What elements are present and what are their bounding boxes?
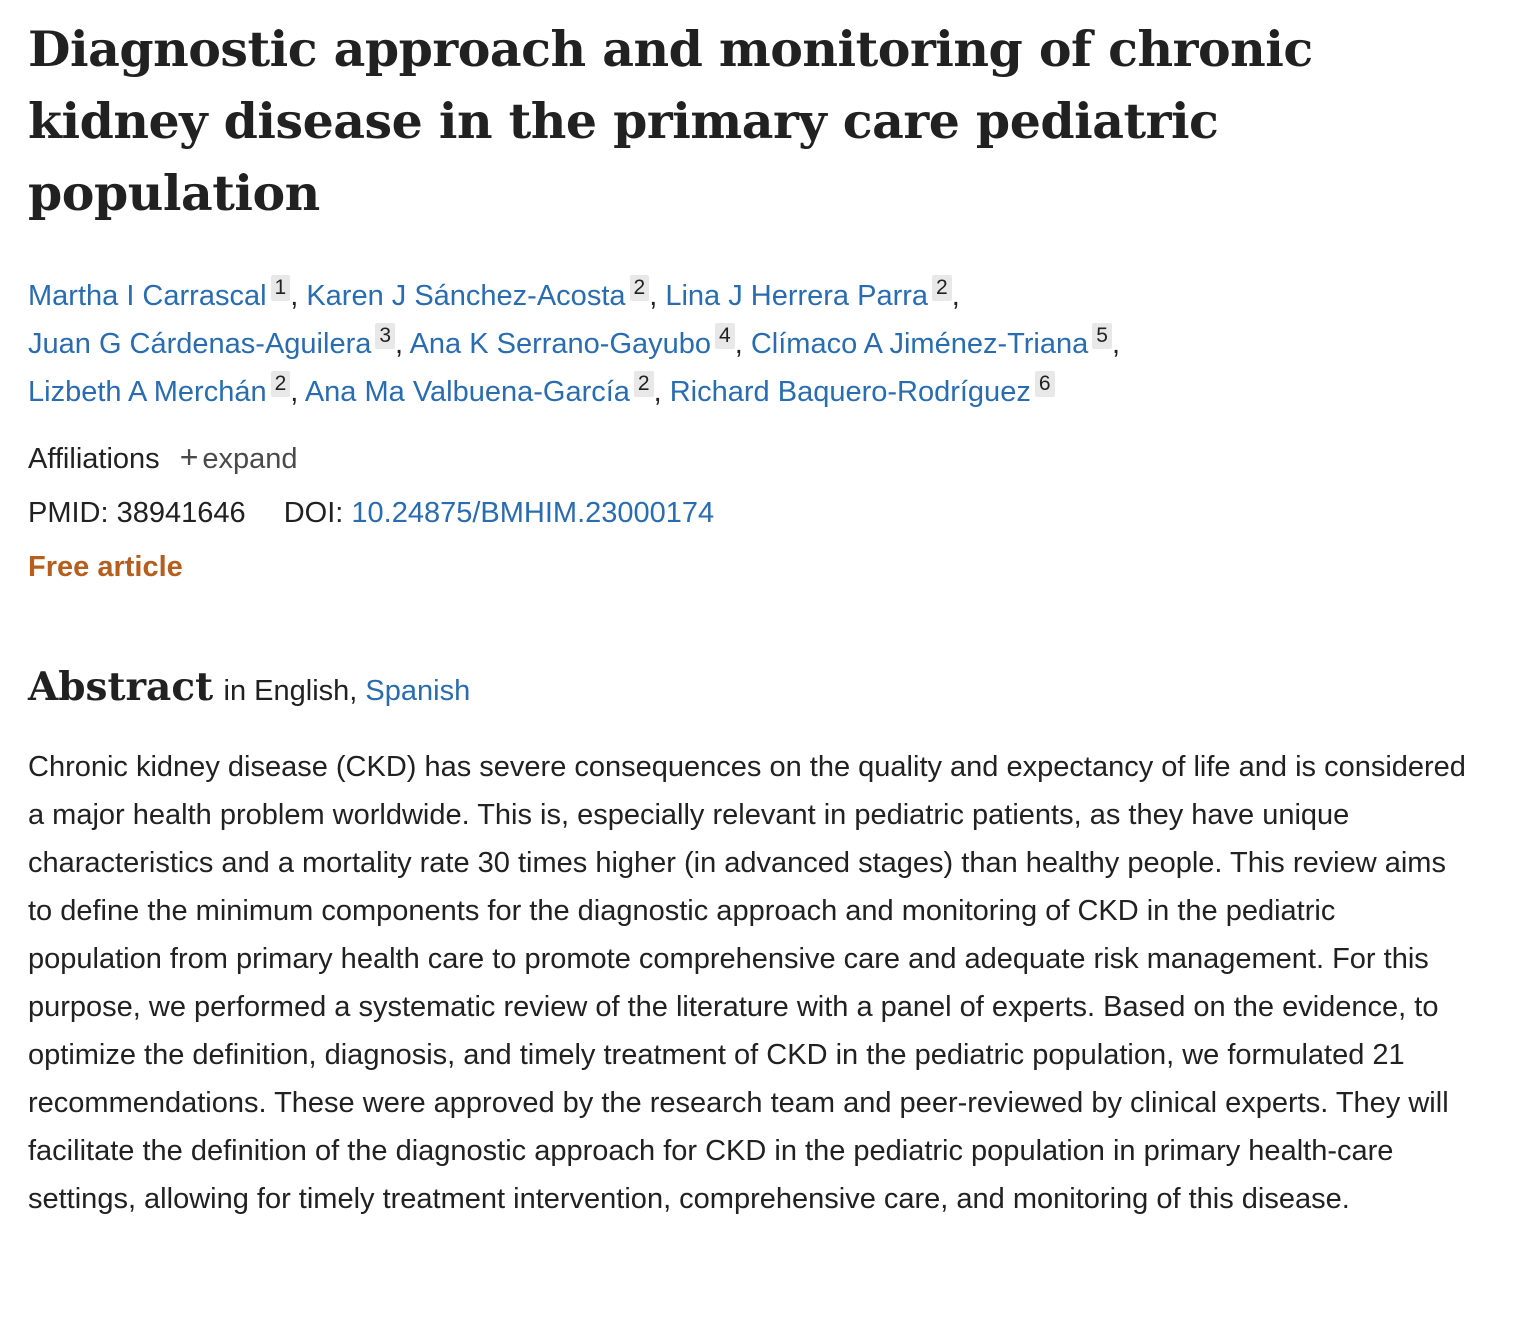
abstract-heading: Abstract bbox=[28, 664, 214, 710]
author-entry bbox=[28, 324, 404, 360]
author-link[interactable]: Ana Ma Valbuena-García bbox=[304, 376, 630, 408]
author-link[interactable]: Clímaco A Jiménez-Triana bbox=[750, 328, 1089, 360]
author-link[interactable]: Ana K Serrano-Gayubo bbox=[409, 328, 712, 360]
author-entry bbox=[665, 276, 960, 312]
author-entry bbox=[669, 372, 1055, 408]
author-link[interactable]: Richard Baquero-Rodríguez bbox=[669, 376, 1031, 408]
author-link[interactable]: Lina J Herrera Parra bbox=[665, 280, 929, 312]
doi-label: DOI: bbox=[283, 497, 344, 529]
affiliation-ref[interactable]: 6 bbox=[1035, 371, 1055, 397]
author-separator: , bbox=[290, 280, 299, 312]
abstract-text: Chronic kidney disease (CKD) has severe consequences on the quality and expectancy of life and is considered a major health problem worldwide. This is, especially relevant in pediatric patients, as they have unique characteristics and a mortality rate 30 times higher (in advanced stages) than healthy people. This review aims to define the minimum components for the diagnostic approach and monitoring of CKD in the pediatric population from primary health care to promote comprehensive care and adequate risk management. For this purpose, we performed a systematic review of the literature with a panel of experts. Based on the evidence, to optimize the definition, diagnosis, and timely treatment of CKD in the pediatric population, we formulated 21 recommendations. These were approved by the research team and peer-reviewed by clinical experts. They will facilitate the definition of the diagnostic approach for CKD in the pediatric population in primary health-care settings, allowing for timely treatment intervention, comprehensive care, and monitoring of this disease. bbox=[28, 751, 1466, 1215]
author-separator: , bbox=[395, 328, 404, 360]
author-separator: , bbox=[951, 280, 960, 312]
author-separator: , bbox=[290, 376, 299, 408]
author-separator: , bbox=[734, 328, 743, 360]
author-separator: , bbox=[653, 376, 662, 408]
abstract-header bbox=[28, 662, 1508, 721]
abstract-language bbox=[224, 675, 471, 707]
author-list bbox=[28, 272, 1328, 416]
identifiers-row bbox=[28, 496, 1508, 530]
expand-label: expand bbox=[202, 443, 298, 475]
affiliation-ref[interactable]: 4 bbox=[715, 323, 735, 349]
author-link[interactable]: Juan G Cárdenas-Aguilera bbox=[28, 328, 372, 360]
author-separator: , bbox=[1111, 328, 1120, 360]
author-entry bbox=[306, 276, 658, 312]
author-link[interactable]: Lizbeth A Merchán bbox=[28, 376, 267, 408]
spanish-language-link[interactable]: Spanish bbox=[365, 675, 471, 707]
affiliation-ref[interactable]: 2 bbox=[634, 371, 654, 397]
pmid-label: PMID: bbox=[28, 497, 109, 529]
affiliation-ref[interactable]: 2 bbox=[932, 275, 952, 301]
author-entry bbox=[28, 372, 299, 408]
expand-affiliations-button[interactable] bbox=[179, 439, 298, 475]
doi-link[interactable]: 10.24875/BMHIM.23000174 bbox=[351, 497, 715, 529]
author-entry bbox=[750, 324, 1120, 360]
affiliation-ref[interactable]: 3 bbox=[375, 323, 395, 349]
free-article-badge: Free article bbox=[28, 551, 183, 583]
affiliation-ref[interactable]: 1 bbox=[271, 275, 291, 301]
article-page bbox=[0, 13, 1536, 1223]
plus-icon: + bbox=[179, 439, 199, 475]
affiliation-ref[interactable]: 2 bbox=[630, 275, 650, 301]
author-link[interactable]: Karen J Sánchez-Acosta bbox=[306, 280, 626, 312]
pmid-value: 38941646 bbox=[116, 497, 246, 529]
affiliations-label: Affiliations bbox=[28, 443, 160, 475]
language-current: in English, bbox=[223, 675, 358, 707]
author-separator: , bbox=[649, 280, 658, 312]
affiliations-row bbox=[28, 440, 1508, 476]
author-entry bbox=[304, 372, 662, 408]
author-entry bbox=[28, 276, 299, 312]
affiliation-ref[interactable]: 5 bbox=[1092, 323, 1112, 349]
affiliation-ref[interactable]: 2 bbox=[271, 371, 291, 397]
article-title: Diagnostic approach and monitoring of chronic kidney disease in the primary care pediatric population bbox=[28, 20, 1313, 222]
author-entry bbox=[409, 324, 743, 360]
author-link[interactable]: Martha I Carrascal bbox=[28, 280, 267, 312]
